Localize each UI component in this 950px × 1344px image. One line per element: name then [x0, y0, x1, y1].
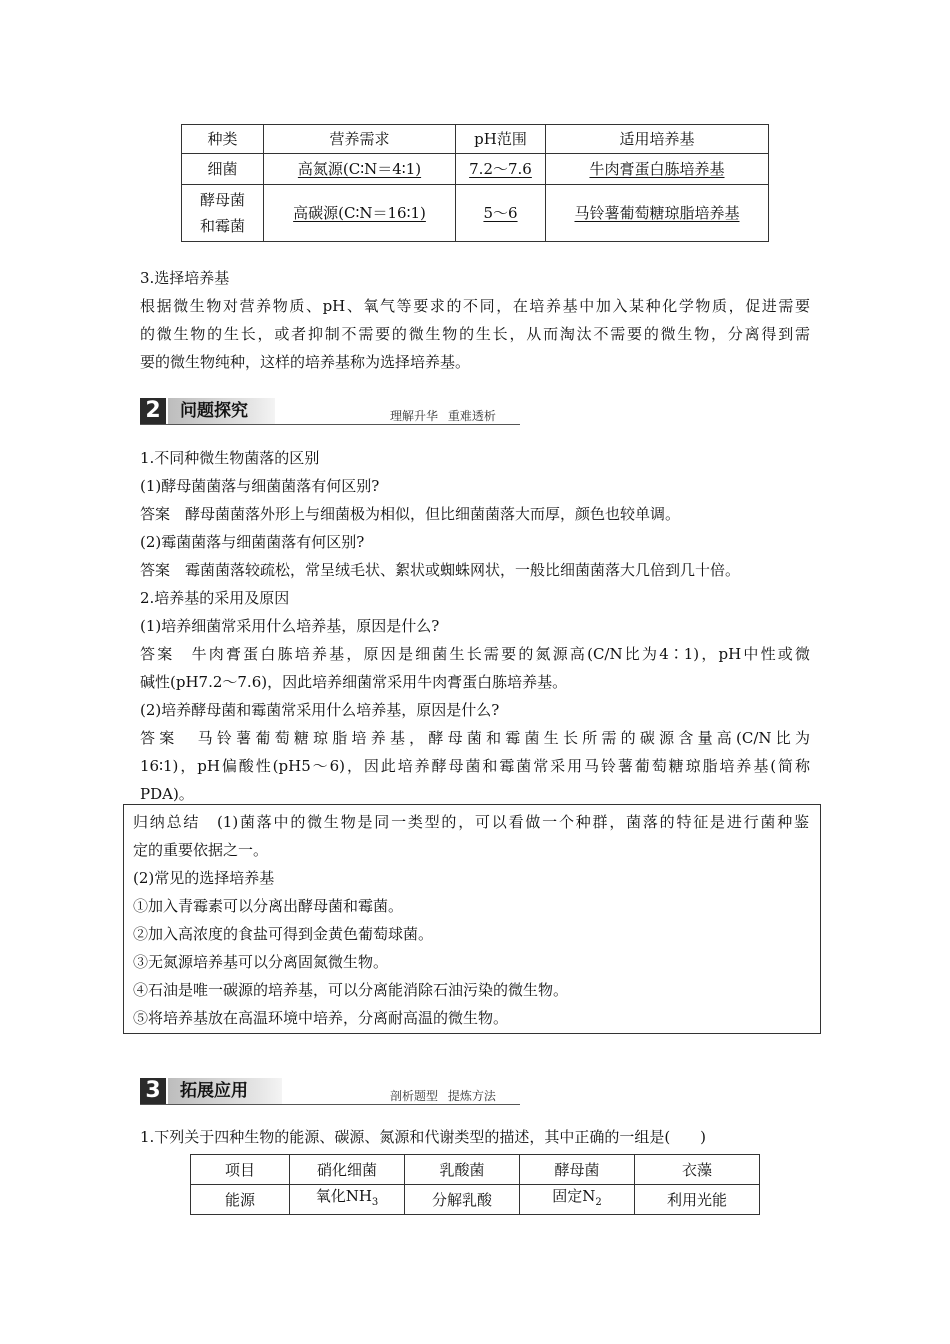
- cell-line: 酵母菌: [199, 191, 245, 209]
- summary-line: (2)常见的选择培养基: [133, 869, 275, 887]
- table-cell: 利用光能: [635, 1185, 760, 1215]
- table-header-cell: 营养需求: [264, 125, 456, 154]
- qa-line: 答案 马铃薯葡萄糖琼脂培养基，酵母菌和霉菌生长所需的碳源含量高(C/N比为: [140, 729, 810, 747]
- section-subtitle: 理解升华 重难透析: [390, 409, 496, 423]
- table-cell: 分解乳酸: [405, 1185, 520, 1215]
- cell-answer: 高碳源(C∶N＝16∶1): [293, 204, 426, 222]
- qa-line: (1)酵母菌菌落与细菌菌落有何区别?: [140, 477, 380, 495]
- qa-line: (2)培养酵母菌和霉菌常采用什么培养基，原因是什么?: [140, 701, 500, 719]
- qa-line: (1)培养细菌常采用什么培养基，原因是什么?: [140, 617, 440, 635]
- table-row: [191, 1185, 760, 1215]
- table-cell: [264, 185, 456, 242]
- table-header-cell: 适用培养基: [546, 125, 769, 154]
- qa-line: 2.培养基的采用及原因: [140, 589, 290, 607]
- qa-line: 1.不同种微生物菌落的区别: [140, 449, 320, 467]
- table-cell: [456, 154, 546, 185]
- subsection-heading: 3.选择培养基: [140, 269, 230, 287]
- summary-line: 定的重要依据之一。: [133, 841, 269, 859]
- table-header-cell: 乳酸菌: [405, 1155, 520, 1185]
- cell-answer: 7.2～7.6: [469, 160, 532, 178]
- table-cell: [456, 185, 546, 242]
- cell-answer: 5～6: [483, 204, 518, 222]
- summary-item: ①加入青霉素可以分离出酵母菌和霉菌。: [133, 897, 404, 915]
- table-cell: [546, 185, 769, 242]
- section-number: 2: [140, 398, 166, 424]
- paragraph-line: 根据微生物对营养物质、pH、氧气等要求的不同，在培养基中加入某种化学物质，促进需要: [140, 297, 810, 315]
- subscript: 3: [371, 1197, 379, 1208]
- qa-line: 答案 霉菌菌落较疏松，常呈绒毛状、絮状或蜘蛛网状，一般比细菌菌落大几倍到几十倍。: [140, 561, 741, 579]
- section-rule: [140, 1104, 520, 1105]
- table-header-cell: 项目: [191, 1155, 290, 1185]
- table-cell: [182, 185, 264, 242]
- table-header-cell: 种类: [182, 125, 264, 154]
- cell-line: 和霉菌: [199, 217, 245, 235]
- section-subtitle: 剖析题型 提炼方法: [390, 1089, 496, 1103]
- cell-text: 氧化NH: [315, 1187, 372, 1205]
- cell-text: 固定N: [552, 1187, 596, 1205]
- qa-line: 碱性(pH7.2～7.6)，因此培养细菌常采用牛肉膏蛋白胨培养基。: [140, 673, 568, 691]
- table-header-cell: 衣藻: [635, 1155, 760, 1185]
- qa-line: (2)霉菌菌落与细菌菌落有何区别?: [140, 533, 365, 551]
- summary-item: ⑤将培养基放在高温环境中培养，分离耐高温的微生物。: [133, 1009, 509, 1027]
- table-cell: [290, 1185, 405, 1215]
- qa-line: 答案 酵母菌菌落外形上与细菌极为相似，但比细菌菌落大而厚，颜色也较单调。: [140, 505, 681, 523]
- organism-table: [190, 1154, 760, 1215]
- summary-line: 归纳总结 (1)菌落中的微生物是同一类型的，可以看做一个种群，菌落的特征是进行菌种鉴: [133, 813, 809, 831]
- culture-medium-table: [181, 124, 769, 242]
- cell-answer: 马铃薯葡萄糖琼脂培养基: [574, 204, 740, 222]
- cell-answer: 牛肉膏蛋白胨培养基: [589, 160, 725, 178]
- question-text: 1.下列关于四种生物的能源、碳源、氮源和代谢类型的描述，其中正确的一组是( ): [140, 1128, 707, 1146]
- section-title: 拓展应用: [168, 1078, 282, 1104]
- table-cell: 能源: [191, 1185, 290, 1215]
- qa-line: PDA)。: [140, 785, 194, 803]
- table-cell: [546, 154, 769, 185]
- summary-item: ③无氮源培养基可以分离固氮微生物。: [133, 953, 389, 971]
- cell-answer: 高氮源(C∶N＝4∶1): [297, 160, 422, 178]
- subscript: 2: [595, 1197, 602, 1208]
- summary-item: ②加入高浓度的食盐可得到金黄色葡萄球菌。: [133, 925, 434, 943]
- table-header-cell: pH范围: [456, 125, 546, 154]
- table-header-row: [191, 1155, 760, 1185]
- summary-item: ④石油是唯一碳源的培养基，可以分离能消除石油污染的微生物。: [133, 981, 569, 999]
- table-cell: [520, 1185, 635, 1215]
- paragraph-line: 要的微生物纯种，这样的培养基称为选择培养基。: [140, 353, 471, 371]
- table-header-cell: 硝化细菌: [290, 1155, 405, 1185]
- table-row: [182, 185, 769, 242]
- section-number: 3: [140, 1078, 166, 1104]
- table-cell: [264, 154, 456, 185]
- table-header-cell: 酵母菌: [520, 1155, 635, 1185]
- paragraph-line: 的微生物的生长，或者抑制不需要的微生物的生长，从而淘汰不需要的微生物，分离得到需: [140, 325, 810, 343]
- section-rule: [140, 424, 520, 425]
- section-title: 问题探究: [168, 398, 275, 424]
- table-cell: 细菌: [182, 154, 264, 185]
- table-header-row: [182, 125, 769, 154]
- table-row: [182, 154, 769, 185]
- qa-line: 答案 牛肉膏蛋白胨培养基，原因是细菌生长需要的氮源高(C/N比为4∶1)，pH中性或微: [140, 645, 810, 663]
- qa-line: 16∶1)，pH偏酸性(pH5～6)，因此培养酵母菌和霉菌常采用马铃薯葡萄糖琼脂培养基(简称: [140, 757, 810, 775]
